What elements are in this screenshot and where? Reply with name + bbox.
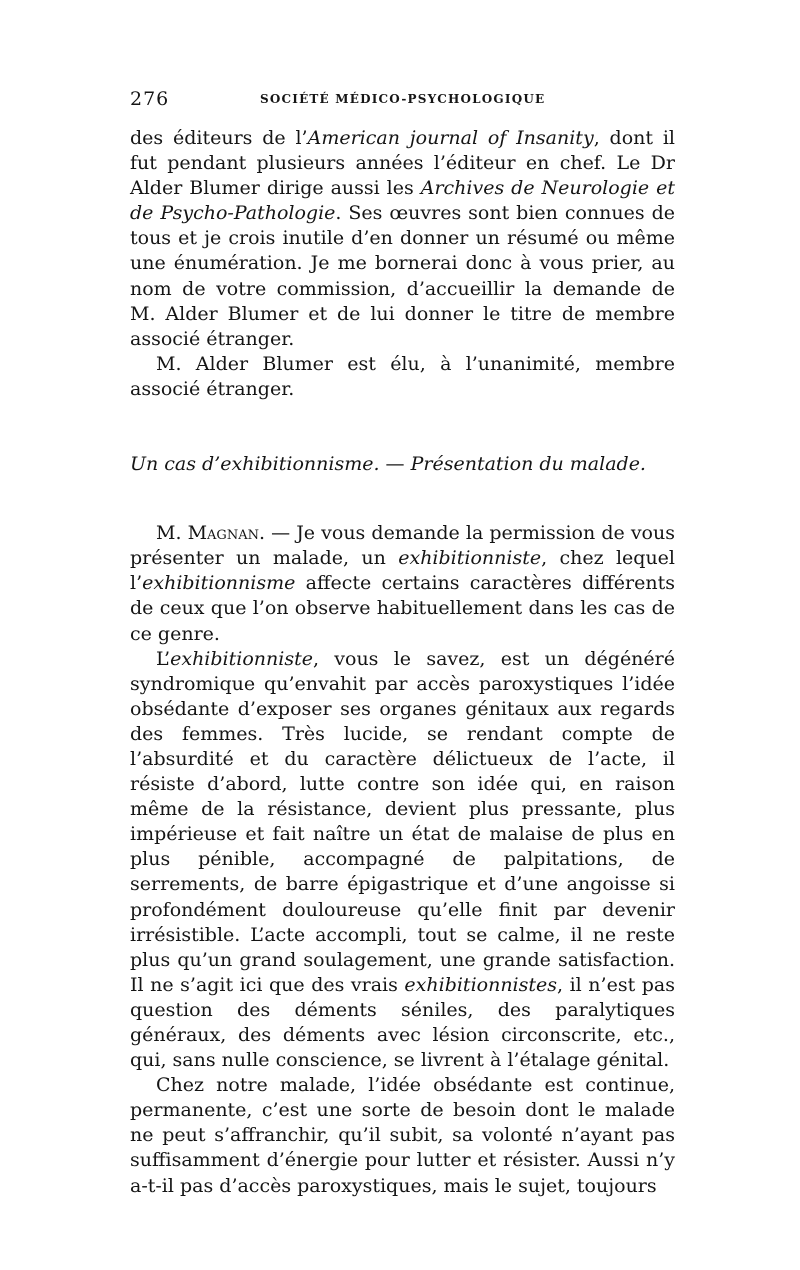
text-span: , chez lequel l’	[130, 547, 675, 595]
section-heading-part1: Un cas d’exhibitionnisme.	[130, 453, 380, 476]
running-head	[130, 88, 675, 114]
term-exhibitionniste: exhibitionniste	[398, 547, 542, 570]
text-span: — Je vous demande la permission de vous présenter un malade, un	[130, 522, 675, 570]
text-span: affecte certains caractères différents de ceux que l’on observe habituellement dans les cas de ce genre.	[130, 572, 675, 645]
term-exhibitionniste: exhibitionniste	[170, 647, 313, 670]
text-span: , il n’est pas question des déments séniles, des paralytiques généraux, des déments avec lésion circonscrite, etc., qui, sans nulle conscience, se livrent à l’étalage génital.	[130, 973, 675, 1072]
paragraph-magnan-intro	[130, 521, 675, 646]
text-span: , dont il fut pendant plusieurs années l’éditeur en chef. Le Dr Alder Blumer dirige aussi les	[130, 127, 676, 200]
section-heading-part2: Présentation du malade.	[410, 453, 646, 476]
paragraph-definition	[130, 647, 675, 1074]
speaker-name: M. Magnan.	[156, 522, 265, 545]
main-text	[130, 126, 675, 1199]
archives-name: Archives de Neurologie et de Psycho-Pathologie	[130, 177, 675, 225]
text-span: des éditeurs de l’	[130, 127, 308, 149]
paragraph-election: M. Alder Blumer est élu, à l’unanimité, membre associé étranger.	[130, 352, 675, 400]
paragraph-patient: Chez notre malade, l’idée obsédante est continue, permanente, c’est une sorte de besoin dont le malade ne peut s’affranchir, qu’il subit, sa volonté n’ayant pas suffisamment d’énergie pour lutter et résister. Aussi n’y a-t-il pas d’accès paroxystiques, mais le sujet, toujours	[130, 1074, 675, 1197]
journal-name: American journal of Insanity	[307, 127, 594, 149]
page-number: 276	[130, 88, 170, 110]
journal-title: SOCIÉTÉ MÉDICO-PSYCHOLOGIQUE	[260, 92, 546, 106]
paragraph-continuation	[130, 126, 675, 352]
section-heading-dash: —	[379, 453, 411, 476]
term-exhibitionnistes: exhibitionnistes	[404, 973, 558, 996]
text-span: . Ses œuvres sont bien connues de tous et je crois inutile d’en donner un résumé ou même une énumération. Je me bornerai donc à vous prier, au nom de votre commission, d’accueillir la demande de M. Alder Blumer et de lui donner le titre de membre associé étranger.	[130, 202, 675, 350]
term-exhibitionnisme: exhibitionnisme	[142, 572, 296, 595]
text-span: L’	[156, 647, 171, 670]
section-heading	[130, 452, 675, 477]
text-span: , vous le savez, est un dégénéré syndromique qu’envahit par accès paroxystiques l’idée obsédante d’exposer ses organes génitaux aux regards des femmes. Très lucide, se rendant compte de l’absurdité et du caractère délictueux de l’acte, il résiste d’abord, lutte contre son idée qui, en raison même de la résistance, devient plus pressante, plus impérieuse et fait naître un état de malaise de plus en plus pénible, accompagné de palpitations, de serrements, de barre épigastrique et d’une angoisse si profondément douloureuse qu’elle finit par devenir irrésistible. L’acte accompli, tout se calme, il ne reste plus qu’un grand soulagement, une grande satisfaction. Il ne s’agit ici que des vrais	[130, 647, 675, 996]
